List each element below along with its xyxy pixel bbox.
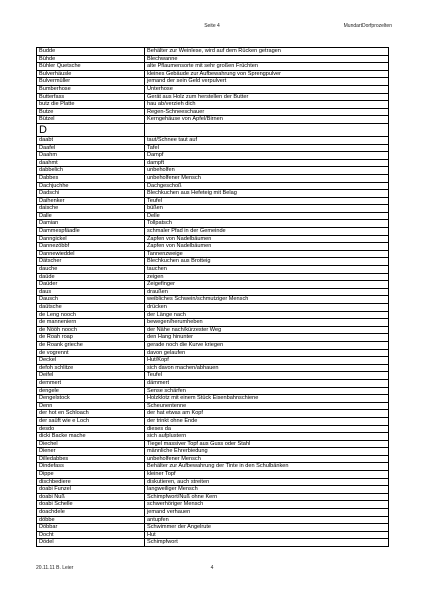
table-row [37, 174, 389, 182]
dialect-word-cell: Dannezöbbf [37, 243, 145, 251]
dialect-word-cell: Dippe [37, 471, 145, 479]
dialect-word-cell: Danngickel [37, 235, 145, 243]
dialect-word-cell: Budde [37, 48, 145, 56]
meaning-cell: Unterhose [145, 85, 389, 93]
meaning-cell: Behälter zur Aufbewahrung der Tinte in den Schulbänken [145, 463, 389, 471]
table-row [37, 159, 389, 167]
meaning-cell: sich aufplustern [145, 433, 389, 441]
meaning-cell: Tiegel massiver Topf aus Guss oder Stahl [145, 440, 389, 448]
meaning-cell: Dampf [145, 152, 389, 160]
table-row [37, 319, 389, 327]
table-row [37, 152, 389, 160]
table-row [37, 281, 389, 289]
dialect-glossary-table [36, 47, 389, 547]
dialect-word-cell: Dengelstock [37, 395, 145, 403]
dialect-word-cell: dabbelich [37, 167, 145, 175]
meaning-cell: Zapfen von Nadelbäumen [145, 235, 389, 243]
meaning-cell: unbeholfen [145, 167, 389, 175]
dialect-word-cell: Dilledabbes [37, 455, 145, 463]
meaning-cell: unbeholfener Mensch [145, 455, 389, 463]
dialect-word-cell: Dammespfäadle [37, 228, 145, 236]
table-row [37, 85, 389, 93]
meaning-cell: schwerhöriger Mensch [145, 501, 389, 509]
meaning-cell: der Länge nach [145, 311, 389, 319]
section-letter: D [37, 123, 145, 136]
meaning-cell: Holzklotz mit einem Stück Eisenbahnschiene [145, 395, 389, 403]
dialect-word-cell: doabi Nuß [37, 493, 145, 501]
table-row [37, 501, 389, 509]
table-row [37, 78, 389, 86]
table-row [37, 220, 389, 228]
dialect-word-cell: Dannewieddel [37, 250, 145, 258]
table-row [37, 136, 389, 144]
dialect-word-cell: dicki Backe mache [37, 433, 145, 441]
meaning-cell: langweiliger Mensch [145, 486, 389, 494]
dialect-word-cell: Docht [37, 531, 145, 539]
meaning-cell: bewegen/herumheben [145, 319, 389, 327]
table-row [37, 197, 389, 205]
section-header-row [37, 123, 389, 136]
dialect-word-cell: döbbe [37, 516, 145, 524]
table-row [37, 55, 389, 63]
meaning-cell: dämmert [145, 379, 389, 387]
dialect-word-cell: Diechel [37, 440, 145, 448]
table-row [37, 509, 389, 517]
meaning-cell: schmaler Pfad in der Gemeinde [145, 228, 389, 236]
table-row [37, 440, 389, 448]
meaning-cell: Teufel [145, 372, 389, 380]
meaning-cell: Kerngehäuse von Äpfel/Birnen [145, 116, 389, 124]
meaning-cell: Dachgeschoß [145, 182, 389, 190]
table-row [37, 349, 389, 357]
table-row [37, 478, 389, 486]
table-row [37, 425, 389, 433]
dialect-word-cell: de Leng nooch [37, 311, 145, 319]
table-row [37, 182, 389, 190]
dialect-word-cell: daabt [37, 136, 145, 144]
dialect-word-cell: Dabbes [37, 174, 145, 182]
table-row [37, 395, 389, 403]
glossary-body [37, 48, 389, 547]
meaning-cell: zeigen [145, 273, 389, 281]
table-row [37, 372, 389, 380]
table-row [37, 387, 389, 395]
dialect-word-cell: Döbbar [37, 524, 145, 532]
dialect-word-cell: der hot en Schloach [37, 410, 145, 418]
table-row [37, 144, 389, 152]
dialect-word-cell: Bühde [37, 55, 145, 63]
table-row [37, 410, 389, 418]
meaning-cell: Sense schärfen [145, 387, 389, 395]
table-row [37, 304, 389, 312]
meaning-cell: Schwimmer der Angelrute [145, 524, 389, 532]
meaning-cell: kleines Gebäude zur Aufbewahrung von Sprengpulver [145, 70, 389, 78]
dialect-word-cell: doabi Funzel [37, 486, 145, 494]
table-row [37, 235, 389, 243]
table-row [37, 455, 389, 463]
dialect-word-cell: Bützel [37, 116, 145, 124]
dialect-word-cell: Bulvermüller [37, 78, 145, 86]
meaning-cell: der hat etwas am Kopf [145, 410, 389, 418]
meaning-cell: jemand der sein Geld verpulvert [145, 78, 389, 86]
dialect-word-cell: dengele [37, 387, 145, 395]
dialect-word-cell: doachdele [37, 509, 145, 517]
dialect-word-cell: Dödel [37, 539, 145, 547]
table-row [37, 311, 389, 319]
dialect-word-cell: daütsche [37, 304, 145, 312]
table-row [37, 243, 389, 251]
meaning-cell: taut/Schnee taut auf [145, 136, 389, 144]
dialect-word-cell: Dadschi [37, 190, 145, 198]
meaning-cell: drücken [145, 304, 389, 312]
dialect-word-cell: Daafel [37, 144, 145, 152]
meaning-cell: Gerät aus Holz zum herstellen der Butter [145, 93, 389, 101]
meaning-cell: diskutieren, auch streiten [145, 478, 389, 486]
table-row [37, 228, 389, 236]
meaning-cell: Tollpatsch [145, 220, 389, 228]
meaning-cell: sich davon machen/abhauen [145, 364, 389, 372]
table-row [37, 448, 389, 456]
dialect-word-cell: Damian [37, 220, 145, 228]
dialect-word-cell: Daihenker [37, 197, 145, 205]
table-row [37, 326, 389, 334]
dialect-word-cell: Dindefass [37, 463, 145, 471]
table-row [37, 101, 389, 109]
meaning-cell: alte Pflaumensorte mit sehr großen Früchten [145, 63, 389, 71]
meaning-cell: Hut [145, 531, 389, 539]
meaning-cell: männliche Ehrerbiedung [145, 448, 389, 456]
meaning-cell: dampft [145, 159, 389, 167]
table-row [37, 116, 389, 124]
meaning-cell: Delle [145, 212, 389, 220]
meaning-cell: davon gelaufen [145, 349, 389, 357]
table-row [37, 463, 389, 471]
table-row [37, 250, 389, 258]
table-row [37, 258, 389, 266]
dialect-word-cell: de Roank grieche [37, 341, 145, 349]
dialect-word-cell: dauche [37, 266, 145, 274]
dialect-word-cell: dischbediere [37, 478, 145, 486]
document-title: MundartDorfprozelten [343, 23, 392, 29]
meaning-cell: Blechkuchen aus Hefeteig mit Belag [145, 190, 389, 198]
meaning-cell: Zapfen von Nadelbäumen [145, 243, 389, 251]
dialect-word-cell: de Roah roap [37, 334, 145, 342]
dialect-word-cell: Deckel [37, 357, 145, 365]
meaning-cell: Schimpfwort [145, 539, 389, 547]
dialect-word-cell: Deifel [37, 372, 145, 380]
meaning-cell: Regen-Schneeschauer [145, 108, 389, 116]
meaning-cell: Blechwanne [145, 55, 389, 63]
dialect-word-cell: daahmt [37, 159, 145, 167]
dialect-word-cell: daische [37, 205, 145, 213]
table-row [37, 273, 389, 281]
dialect-word-cell: butz die Platte [37, 101, 145, 109]
dialect-word-cell: Bühler Quetsche [37, 63, 145, 71]
dialect-word-cell: daus [37, 288, 145, 296]
dialect-word-cell: Diener [37, 448, 145, 456]
table-row [37, 108, 389, 116]
page-label: Seite 4 [204, 23, 220, 29]
footer-page-number: 4 [210, 565, 214, 571]
footer-date-author: 20.11.11 B. Leier [36, 565, 74, 571]
meaning-cell: Schimpfwort/Nuß ohne Kern [145, 493, 389, 501]
meaning-cell: hau ab/verzieh dich [145, 101, 389, 109]
dialect-word-cell: Denn [37, 402, 145, 410]
table-row [37, 341, 389, 349]
table-row [37, 433, 389, 441]
dialect-word-cell: Butze [37, 108, 145, 116]
table-row [37, 266, 389, 274]
meaning-cell: antupfen [145, 516, 389, 524]
table-row [37, 63, 389, 71]
dialect-word-cell: desdo [37, 425, 145, 433]
dialect-word-cell: Bumberhose [37, 85, 145, 93]
dialect-word-cell: daüde [37, 273, 145, 281]
table-row [37, 296, 389, 304]
table-row [37, 212, 389, 220]
meaning-cell: Blechkuchen aus Brotteig [145, 258, 389, 266]
table-row [37, 486, 389, 494]
table-row [37, 531, 389, 539]
meaning-cell: gerade noch die Kurve kriegen [145, 341, 389, 349]
meaning-cell: Hut/Kopf [145, 357, 389, 365]
table-row [37, 471, 389, 479]
table-row [37, 417, 389, 425]
table-row [37, 205, 389, 213]
dialect-word-cell: Dausch [37, 296, 145, 304]
dialect-word-cell: Daüder [37, 281, 145, 289]
meaning-cell: der Nähe nach/kürzester Weg [145, 326, 389, 334]
table-row [37, 334, 389, 342]
table-row [37, 364, 389, 372]
meaning-cell: der trinkt ohne Ende [145, 417, 389, 425]
table-row [37, 379, 389, 387]
dialect-word-cell: Dätscher [37, 258, 145, 266]
meaning-cell [145, 123, 389, 136]
meaning-cell: dieses da [145, 425, 389, 433]
dialect-word-cell: demmert [37, 379, 145, 387]
dialect-word-cell: Daahm [37, 152, 145, 160]
meaning-cell: kleiner Topf [145, 471, 389, 479]
table-row [37, 524, 389, 532]
meaning-cell: draußen [145, 288, 389, 296]
dialect-word-cell: Dalle [37, 212, 145, 220]
table-row [37, 493, 389, 501]
meaning-cell: den Hang hinunter [145, 334, 389, 342]
meaning-cell: Tafel [145, 144, 389, 152]
dialect-word-cell: Butterfass [37, 93, 145, 101]
meaning-cell: weibliches Schwein/schmutziger Mensch [145, 296, 389, 304]
dialect-word-cell: Dachjuchhe [37, 182, 145, 190]
dialect-word-cell: de Nööh nooch [37, 326, 145, 334]
dialect-word-cell: defoh schlitze [37, 364, 145, 372]
meaning-cell: tauchen [145, 266, 389, 274]
meaning-cell: unbeholfener Mensch [145, 174, 389, 182]
table-row [37, 70, 389, 78]
meaning-cell: Tannenzweige [145, 250, 389, 258]
table-row [37, 167, 389, 175]
table-row [37, 288, 389, 296]
table-row [37, 190, 389, 198]
table-row [37, 402, 389, 410]
meaning-cell: Teufel [145, 197, 389, 205]
table-row [37, 93, 389, 101]
meaning-cell: Scheunentenne [145, 402, 389, 410]
meaning-cell: büßen [145, 205, 389, 213]
dialect-word-cell: de vogrennt [37, 349, 145, 357]
dialect-word-cell: Bulverhäusle [37, 70, 145, 78]
meaning-cell: Behälter zur Weinlese, wird auf dem Rücken getragen [145, 48, 389, 56]
dialect-word-cell: doabi Schelle [37, 501, 145, 509]
table-row [37, 48, 389, 56]
table-row [37, 539, 389, 547]
meaning-cell: Zeigefinger [145, 281, 389, 289]
table-row [37, 516, 389, 524]
meaning-cell: jemand verhauen [145, 509, 389, 517]
dialect-word-cell: de manneniern [37, 319, 145, 327]
table-row [37, 357, 389, 365]
dialect-word-cell: der saüft wie e Loch [37, 417, 145, 425]
